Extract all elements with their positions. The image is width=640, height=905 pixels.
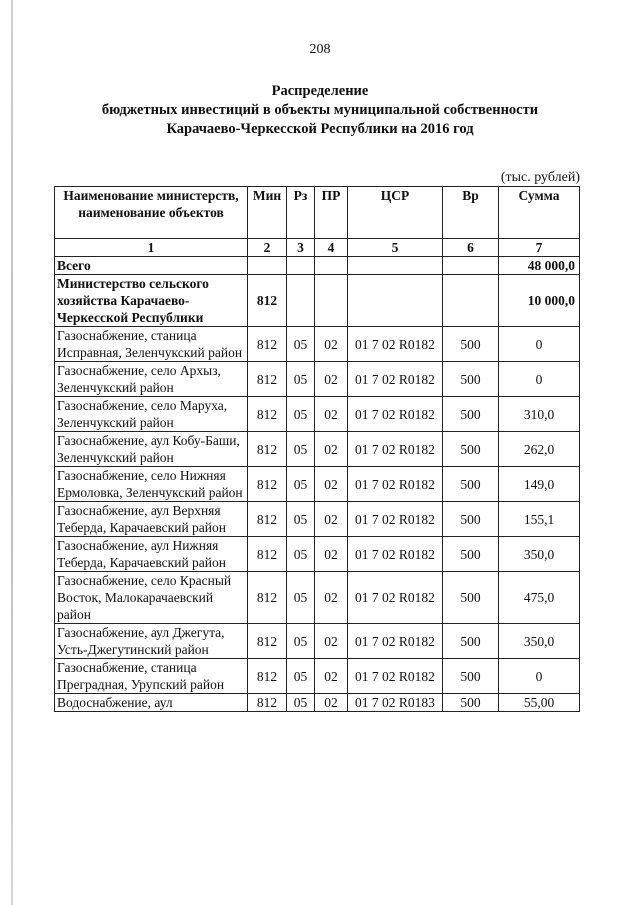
row-csr: 01 7 02 R0182	[348, 397, 443, 432]
header-sum: Сумма	[499, 187, 580, 239]
header-min: Мин	[248, 187, 287, 239]
row-min: 812	[248, 694, 287, 712]
units-note: (тыс. рублей)	[500, 170, 580, 185]
column-number: 6	[443, 239, 499, 257]
row-sum: 10 000,0	[499, 275, 580, 327]
row-csr: 01 7 02 R0183	[348, 694, 443, 712]
header-pr: ПР	[315, 187, 348, 239]
row-sum: 55,00	[499, 694, 580, 712]
row-min: 812	[248, 624, 287, 659]
row-sum: 475,0	[499, 572, 580, 624]
row-pr: 02	[315, 502, 348, 537]
row-name: Газоснабжение, станица Исправная, Зеленчукский район	[55, 327, 248, 362]
row-pr: 02	[315, 659, 348, 694]
table-row	[55, 537, 580, 572]
row-min: 812	[248, 362, 287, 397]
row-min: 812	[248, 659, 287, 694]
row-vr: 500	[443, 362, 499, 397]
row-name: Газоснабжение, аул Джегута, Усть-Джегутинский район	[55, 624, 248, 659]
column-number: 7	[499, 239, 580, 257]
row-csr: 01 7 02 R0182	[348, 659, 443, 694]
row-sum: 48 000,0	[499, 257, 580, 275]
row-csr: 01 7 02 R0182	[348, 502, 443, 537]
row-sum: 350,0	[499, 624, 580, 659]
row-min: 812	[248, 327, 287, 362]
row-sum: 262,0	[499, 432, 580, 467]
row-csr: 01 7 02 R0182	[348, 327, 443, 362]
row-rz: 05	[287, 659, 315, 694]
row-name: Газоснабжение, аул Нижняя Теберда, Карачаевский район	[55, 537, 248, 572]
table-row	[55, 362, 580, 397]
row-sum: 0	[499, 659, 580, 694]
row-name: Всего	[55, 257, 248, 275]
row-pr: 02	[315, 537, 348, 572]
row-sum: 350,0	[499, 537, 580, 572]
row-min: 812	[248, 432, 287, 467]
column-number: 5	[348, 239, 443, 257]
row-vr: 500	[443, 659, 499, 694]
row-csr: 01 7 02 R0182	[348, 624, 443, 659]
table-row-ministry	[55, 275, 580, 327]
row-vr: 500	[443, 572, 499, 624]
header-row	[55, 187, 580, 239]
row-min: 812	[248, 275, 287, 327]
row-vr: 500	[443, 537, 499, 572]
document-title	[0, 82, 640, 139]
table-row	[55, 624, 580, 659]
header-vr: Вр	[443, 187, 499, 239]
row-sum: 0	[499, 362, 580, 397]
row-sum: 0	[499, 327, 580, 362]
row-name: Газоснабжение, село Маруха, Зеленчукский район	[55, 397, 248, 432]
row-min: 812	[248, 467, 287, 502]
table-row	[55, 467, 580, 502]
row-vr	[443, 275, 499, 327]
row-name: Водоснабжение, аул	[55, 694, 248, 712]
table-row	[55, 432, 580, 467]
row-rz: 05	[287, 624, 315, 659]
table-row-total	[55, 257, 580, 275]
column-number: 1	[55, 239, 248, 257]
row-vr: 500	[443, 694, 499, 712]
row-pr	[315, 275, 348, 327]
row-pr: 02	[315, 467, 348, 502]
row-name: Газоснабжение, станица Преградная, Урупский район	[55, 659, 248, 694]
header-name: Наименование министерств, наименование объектов	[55, 187, 248, 239]
row-rz: 05	[287, 694, 315, 712]
column-number: 3	[287, 239, 315, 257]
row-rz: 05	[287, 327, 315, 362]
row-vr: 500	[443, 502, 499, 537]
row-name: Газоснабжение, село Нижняя Ермоловка, Зеленчукский район	[55, 467, 248, 502]
row-rz: 05	[287, 467, 315, 502]
row-pr: 02	[315, 327, 348, 362]
table-row	[55, 659, 580, 694]
budget-table	[54, 186, 580, 712]
row-rz: 05	[287, 572, 315, 624]
row-csr: 01 7 02 R0182	[348, 467, 443, 502]
row-vr: 500	[443, 432, 499, 467]
table-row	[55, 694, 580, 712]
column-number-row	[55, 239, 580, 257]
row-csr: 01 7 02 R0182	[348, 572, 443, 624]
table-row	[55, 502, 580, 537]
row-pr: 02	[315, 432, 348, 467]
row-csr	[348, 275, 443, 327]
row-name: Газоснабжение, аул Кобу-Баши, Зеленчукский район	[55, 432, 248, 467]
row-rz: 05	[287, 432, 315, 467]
row-vr: 500	[443, 327, 499, 362]
title-line-3: Карачаево-Черкесской Республики на 2016 год	[166, 121, 474, 137]
page-number: 208	[309, 42, 331, 57]
row-pr	[315, 257, 348, 275]
row-pr: 02	[315, 624, 348, 659]
row-csr: 01 7 02 R0182	[348, 432, 443, 467]
row-csr: 01 7 02 R0182	[348, 537, 443, 572]
column-number: 2	[248, 239, 287, 257]
row-min: 812	[248, 502, 287, 537]
row-pr: 02	[315, 572, 348, 624]
row-min: 812	[248, 537, 287, 572]
table-row	[55, 397, 580, 432]
row-min: 812	[248, 572, 287, 624]
row-rz	[287, 275, 315, 327]
title-line-2: бюджетных инвестиций в объекты муниципальной собственности	[101, 102, 539, 118]
row-name: Газоснабжение, село Красный Восток, Малокарачаевский район	[55, 572, 248, 624]
row-vr	[443, 257, 499, 275]
row-csr	[348, 257, 443, 275]
row-sum: 310,0	[499, 397, 580, 432]
row-sum: 155,1	[499, 502, 580, 537]
row-rz: 05	[287, 397, 315, 432]
row-name: Газоснабжение, аул Верхняя Теберда, Карачаевский район	[55, 502, 248, 537]
row-pr: 02	[315, 362, 348, 397]
row-name: Министерство сельского хозяйства Карачаево-Черкесской Республики	[55, 275, 248, 327]
header-csr: ЦСР	[348, 187, 443, 239]
row-vr: 500	[443, 397, 499, 432]
row-pr: 02	[315, 397, 348, 432]
table-row	[55, 327, 580, 362]
row-rz	[287, 257, 315, 275]
row-name: Газоснабжение, село Архыз, Зеленчукский район	[55, 362, 248, 397]
row-rz: 05	[287, 537, 315, 572]
row-vr: 500	[443, 467, 499, 502]
table-row	[55, 572, 580, 624]
row-rz: 05	[287, 362, 315, 397]
row-rz: 05	[287, 502, 315, 537]
row-sum: 149,0	[499, 467, 580, 502]
row-min: 812	[248, 397, 287, 432]
column-number: 4	[315, 239, 348, 257]
row-pr: 02	[315, 694, 348, 712]
row-vr: 500	[443, 624, 499, 659]
row-csr: 01 7 02 R0182	[348, 362, 443, 397]
title-line-1: Распределение	[271, 83, 369, 99]
header-rz: Рз	[287, 187, 315, 239]
row-min	[248, 257, 287, 275]
